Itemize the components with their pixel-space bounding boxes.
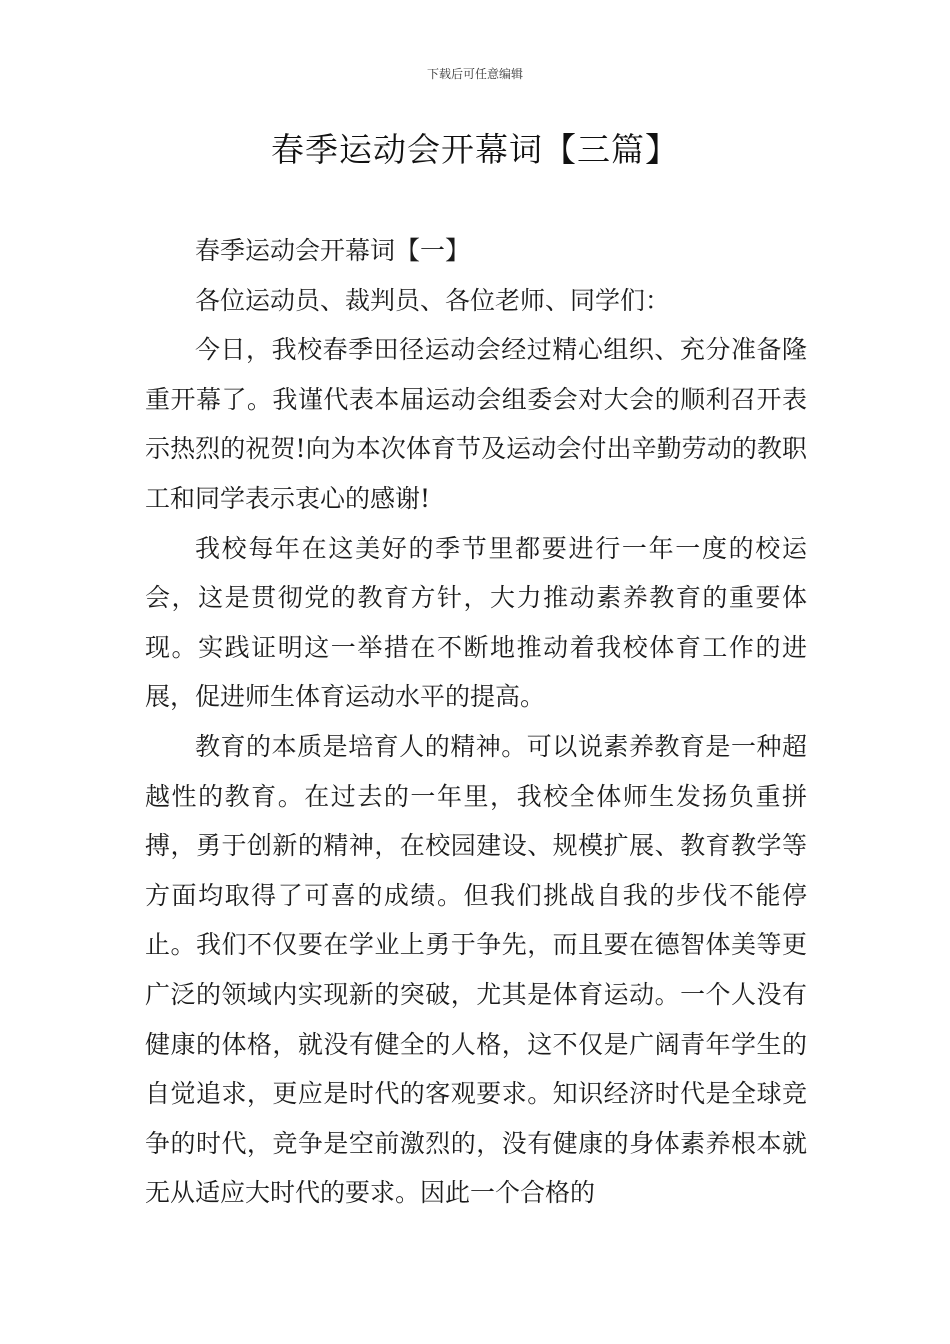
section-heading: 春季运动会开幕词【一】: [195, 236, 471, 265]
document-body: [145, 226, 807, 1218]
body-paragraph: 今日，我校春季田径运动会经过精心组织、充分准备隆重开幕了。我谨代表本届运动会组委会对大会的顺利召开表示热烈的祝贺!向为本次体育节及运动会付出辛勤劳动的教职工和同学表示衷心的感谢!: [145, 335, 807, 513]
document-title: 春季运动会开幕词【三篇】: [271, 130, 679, 169]
body-paragraph: 我校每年在这美好的季节里都要进行一年一度的校运会，这是贯彻党的教育方针，大力推动素养教育的重要体现。实践证明这一举措在不断地推动着我校体育工作的进展，促进师生体育运动水平的提高。: [145, 533, 807, 712]
body-paragraph: 教育的本质是培育人的精神。可以说素养教育是一种超越性的教育。在过去的一年里，我校全体师生发扬负重拼搏，勇于创新的精神，在校园建设、规模扩展、教育教学等方面均取得了可喜的成绩。但我们挑战自我的步伐不能停止。我们不仅要在学业上勇于争先，而且要在德智体美等更广泛的领域内实现新的突破，尤其是体育运动。一个人没有健康的体格，就没有健全的人格，这不仅是广阔青年学生的自觉追求，更应是时代的客观要求。知识经济时代是全球竞争的时代，竞争是空前激烈的，没有健康的身体素养根本就无从适应大时代的要求。因此一个合格的: [145, 731, 807, 1208]
page-header-note: 下载后可任意编辑: [426, 67, 523, 81]
salutation: 各位运动员、裁判员、各位老师、同学们：: [195, 285, 671, 315]
